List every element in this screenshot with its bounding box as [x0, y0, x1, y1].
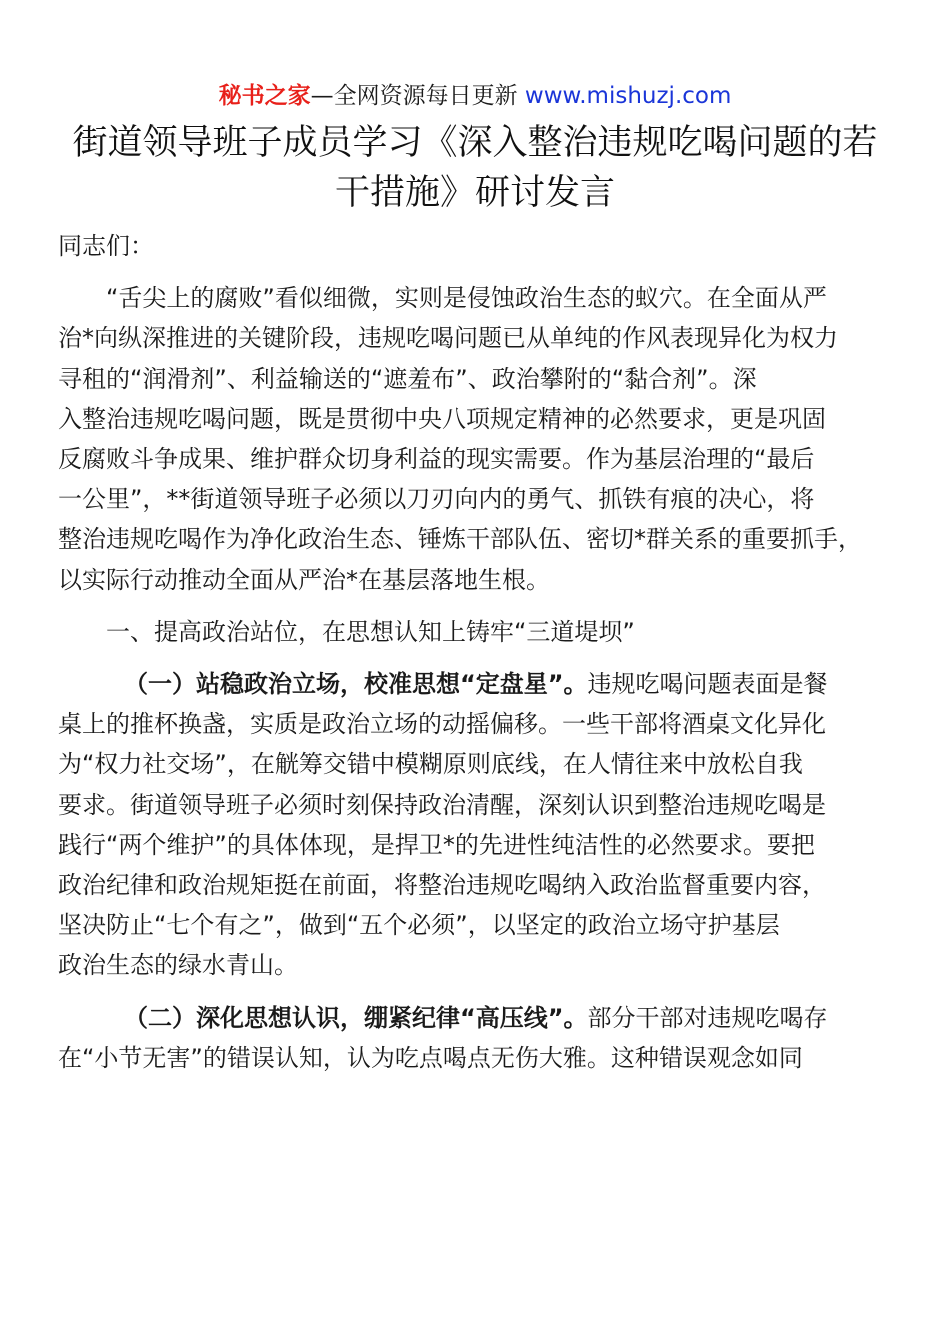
- salutation-text: 同志们：: [58, 232, 154, 260]
- paragraph-line: 在“小节无害”的错误认知，认为吃点喝点无伤大雅。这种错误观念如同: [58, 1043, 803, 1072]
- title-line-2: 干措施》研讨发言: [334, 173, 615, 213]
- paragraph-line: 要求。街道领导班子必须时刻保持政治清醒，深刻认识到整治违规吃喝是: [58, 790, 826, 819]
- salutation: [58, 226, 910, 266]
- subsection-lead-rest: 部分干部对违规吃喝存: [587, 1003, 828, 1032]
- paragraph-line: 以实际行动推动全面从严治*在基层落地生根。: [58, 565, 550, 594]
- document-body: [58, 226, 910, 1078]
- site-brand: 秘书之家: [218, 83, 311, 109]
- paragraph-line: 政治生态的绿水青山。: [58, 951, 298, 980]
- subsection-lead: （二）深化思想认识，绷紧纪律“高压线”。: [124, 1003, 588, 1032]
- paragraph-line: 践行“两个维护”的具体体现，是捍卫*的先进性纯洁性的必然要求。要把: [58, 830, 815, 859]
- paragraph-line: 入整治违规吃喝问题，既是贯彻中央八项规定精神的必然要求，更是巩固: [58, 404, 826, 433]
- subsection-first-line: [58, 998, 910, 1038]
- subsection-2: [58, 998, 910, 1078]
- section-heading-text: 一、提高政治站位，在思想认知上铸牢“三道堤坝”: [106, 617, 635, 646]
- paragraph-line: 政治纪律和政治规矩挺在前面，将整治违规吃喝纳入政治监督重要内容，: [58, 871, 826, 900]
- intro-paragraph: [58, 278, 910, 600]
- paragraph-line: 反腐败斗争成果、维护群众切身利益的现实需要。作为基层治理的“最后: [58, 445, 815, 474]
- subsection-first-line: [58, 664, 910, 704]
- site-tagline: —全网资源每日更新: [310, 83, 518, 109]
- document-title: [60, 118, 890, 218]
- paragraph-line: 寻租的“润滑剂”、利益输送的“遮羞布”、政治攀附的“黏合剂”。深: [58, 364, 757, 393]
- paragraph-line: 整治违规吃喝作为净化政治生态、锤炼干部队伍、密切*群关系的重要抓手，: [58, 525, 862, 554]
- paragraph-line: 为“权力社交场”，在觥筹交错中模糊原则底线，在人情往来中放松自我: [58, 750, 803, 779]
- paragraph-line: 坚决防止“七个有之”，做到“五个必须”，以坚定的政治立场守护基层: [58, 911, 780, 940]
- paragraph-line: 桌上的推杯换盏，实质是政治立场的动摇偏移。一些干部将酒桌文化异化: [58, 710, 826, 739]
- site-url[interactable]: www.mishuzj.com: [524, 83, 732, 109]
- paragraph-line: 治*向纵深推进的关键阶段，违规吃喝问题已从单纯的作风表现异化为权力: [58, 324, 838, 353]
- title-line-1: 街道领导班子成员学习《深入整治违规吃喝问题的若: [72, 123, 878, 163]
- paragraph-line: 一公里”，**街道领导班子必须以刀刃向内的勇气、抓铁有痕的决心，将: [58, 485, 815, 514]
- subsection-lead: （一）站稳政治立场，校准思想“定盘星”。: [124, 670, 588, 699]
- site-header: [0, 80, 950, 112]
- paragraph-line: “舌尖上的腐败”看似细微，实则是侵蚀政治生态的蚁穴。在全面从严: [106, 284, 827, 313]
- subsection-1: [58, 664, 910, 986]
- section-heading-1: [58, 612, 910, 652]
- subsection-lead-rest: 违规吃喝问题表面是餐: [587, 670, 828, 699]
